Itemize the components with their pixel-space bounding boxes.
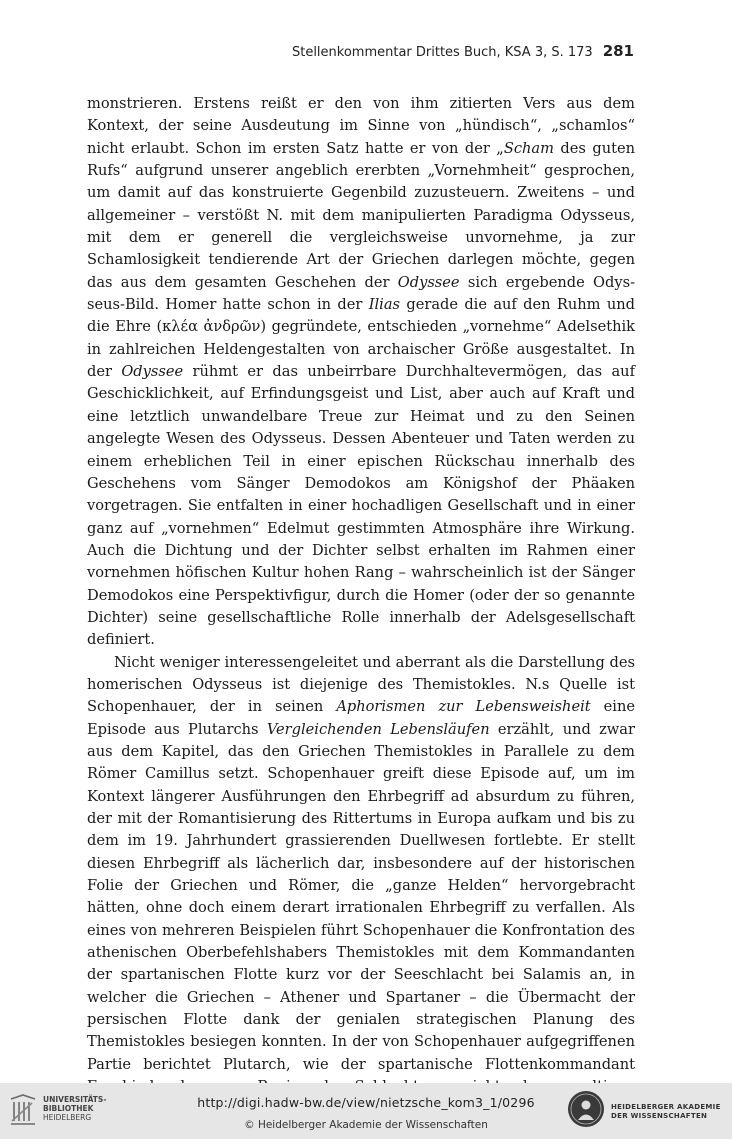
italic-title: Vergleichenden Lebensläufen: [266, 720, 490, 738]
library-name-line: BIBLIOTHEK: [43, 1104, 94, 1113]
paragraph-2: Nicht weniger interessengeleitet und aberrant als die Darstellung des homerischen Odysseus ist diejenige des Themistokles. N.s Quelle ist Schopenhauer, der in seinen Aphorismen zur Lebensweisheit eine Episode aus Plutarchs Vergleichenden Lebensläufen erzählt, und zwar aus dem Kapitel, das den Griechen Themistokles in Parallele zu dem Römer Camillus setzt. Schopenhauer greift diese Episode auf, um im Kontext längerer Ausführungen den Ehrbegriff ad absurdum zu führen, der mit der Romantisierung des Rittertums in Europa aufkam und bis zu dem im 19. Jahrhundert grassierenden Duellwesen fortlebte. Er stellt diesen Ehrbegriff als lächerlich dar, insbesondere auf der historischen Folie der Griechen und Römer, die „ganze Helden“ hervorgebracht hätten, ohne doch einem derart irrationalen Ehrbegriff zu verfallen. Als eines von mehreren Beispielen führt Schopenhauer die Konfrontation des athenischen Oberbefehlshabers Themistokles mit dem Kommandanten der spartanischen Flotte kurz vor der Seeschlacht bei Salamis an, in welcher die Griechen – Athener und Spartaner – die Übermacht der persischen Flotte dank der genialen strategischen Planung des Themistokles besiegen konnten. In der von Schopenhauer aufgegriffenen Partie berichtet Plutarch, wie der spartanische Flottenkommandant: [87, 653, 635, 1073]
running-title: Stellenkommentar Drittes Buch, KSA 3, S. 173: [291, 45, 593, 60]
academy-name: [611, 1103, 721, 1120]
copyright-notice: © Heidelberger Akademie der Wissenschaften: [244, 1119, 488, 1131]
italic-title: Ilias: [368, 296, 401, 314]
italic-title: Odyssee: [121, 363, 184, 381]
library-name-line: UNIVERSITÄTS-: [43, 1095, 107, 1104]
paragraph-1: monstrieren. Erstens reißt er den von ihm zitierten Vers aus dem Kontext, der seine Ausdeutung im Sinne von „hündisch“, „schamlos“ nicht erlaubt. Schon im ersten Satz hatte er von der „Scham des guten Rufs“ aufgrund unserer angeblich ererbten „Vornehmheit“ gesprochen, um damit auf das konstruierte Gegenbild zuzusteuern. Zweitens – und allgemeiner – verstößt N. mit dem manipulierten Paradigma Odysseus, mit dem er generell die vergleichsweise unvornehme, ja zur Schamlosigkeit tendierende Art der Griechen darlegen möchte, gegen das aus dem gesamten Geschehen der Odyssee sich ergebende Odysseus-Bild. Homer hatte schon in der Ilias gerade die auf den Ruhm und die Ehre (κλέα ἀνδρῶν) gegründete, entschieden „vornehme“ Adelsethik in zahlreichen Heldengestalten von archaischer Größe ausgestaltet. In der Odyssee rühmt er das unbeirrbare Durchhaltevermögen, das auf Geschicklichkeit, auf Erfindungsgeist und List, aber auch auf Kraft und eine letztlich unwandelbare Treue zur Heimat und zu den Seinen angelegte Wesen des Odysseus. Dessen Abenteuer und Taten werden zu einem erheblichen Teil in einer epischen Rückschau innerhalb des Geschehens vom Sänger Demodokos am Königshof der Phäaken vorgetragen. Sie entfalten in einer hochadligen Gesellschaft und in einer ganz auf „vornehmen“ Edelmut gestimmten Atmosphäre ihre Wirkung. Auch die Dichtung und der Dichter selbst erhalten im Rahmen einer vornehmen höfischen Kultur hohen Rang – wahrscheinlich ist der Sänger Demodokos eine Perspektivfigur, durch die Homer (oder der so genannte Dichter) seine gesellschaftliche Rolle innerhalb der Adelsgesellschaft definiert.: [87, 95, 635, 649]
academy-name-line: HEIDELBERGER AKADEMIE: [611, 1103, 721, 1111]
academy-seal-icon: [566, 1089, 606, 1129]
permalink-url[interactable]: http://digi.hadw-bw.de/view/nietzsche_kom3_1/0296: [197, 1095, 535, 1110]
body-text: [87, 93, 635, 1121]
italic-title: Aphorismen zur Lebensweisheit: [336, 698, 591, 716]
italic-title: Scham: [503, 139, 554, 157]
page-number: 281: [602, 42, 634, 60]
library-name-line: HEIDELBERG: [43, 1113, 92, 1122]
italic-title: Odyssee: [397, 273, 460, 291]
footer-bar: [0, 1083, 732, 1139]
academy-name-line: DER WISSENSCHAFTEN: [611, 1111, 708, 1120]
running-header: [0, 42, 634, 60]
